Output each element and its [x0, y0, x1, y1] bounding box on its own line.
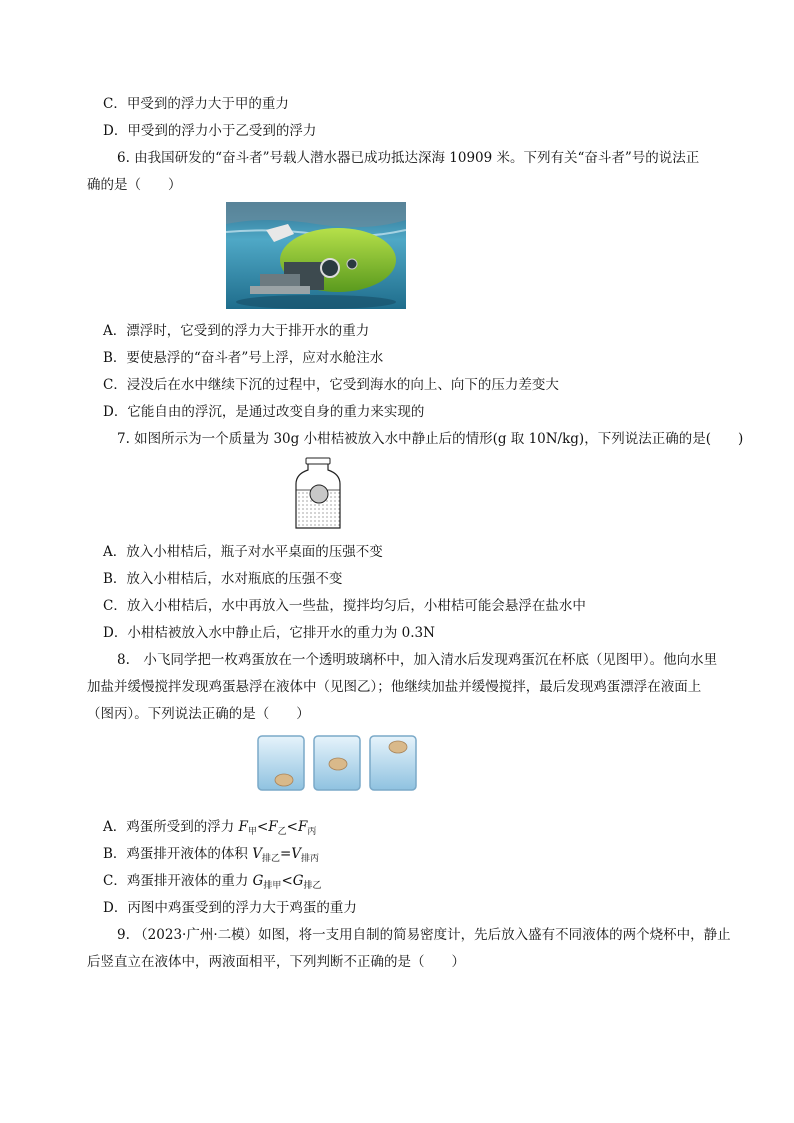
q6-option-a: A．漂浮时，它受到的浮力大于排开水的重力	[103, 323, 370, 339]
q6-option-b: B．要使悬浮的“奋斗者”号上浮，应对水舱注水	[103, 350, 384, 366]
submersible-photo	[226, 202, 406, 309]
q8-stem-line1: 8. 小飞同学把一枚鸡蛋放在一个透明玻璃杯中，加入清水后发现鸡蛋沉在杯底（见图甲）。他向水里	[117, 652, 718, 668]
bottle-with-tangerine-figure	[290, 456, 346, 532]
beaker-yi	[314, 736, 360, 790]
q7-option-a: A．放入小柑桔后，瓶子对水平桌面的压强不变	[103, 544, 383, 560]
q8-option-a: A．鸡蛋所受到的浮力 $F_甲<F_乙<F_丙$	[103, 819, 317, 837]
q7-option-c: C．放入小柑桔后，水中再放入一些盐，搅拌均匀后，小柑桔可能会悬浮在盐水中	[103, 598, 586, 614]
q5-option-c: C．甲受到的浮力大于甲的重力	[103, 96, 289, 112]
q8-option-b: B．鸡蛋排开液体的体积 $V_{排乙}=V_{排丙}$	[103, 846, 320, 864]
beaker-jia	[258, 736, 304, 790]
q7-option-b: B．放入小柑桔后，水对瓶底的压强不变	[103, 571, 343, 587]
q9-stem-line2: 后竖直立在液体中，两液面相平，下列判断不正确的是（ ）	[87, 954, 465, 970]
egg-beakers-figure	[254, 730, 420, 810]
q6-stem-line2: 确的是（ ）	[87, 177, 182, 193]
q8-stem-line2: 加盐并缓慢搅拌发现鸡蛋悬浮在液体中（见图乙）；他继续加盐并缓慢搅拌，最后发现鸡蛋漂浮在液面上	[87, 679, 702, 695]
q6-option-d: D．它能自由的浮沉，是通过改变自身的重力来实现的	[103, 404, 425, 420]
q6-option-c: C．浸没后在水中继续下沉的过程中，它受到海水的向上、向下的压力差变大	[103, 377, 559, 393]
q8-option-c: C．鸡蛋排开液体的重力 $G_{排甲}<G_{排乙}$	[103, 873, 322, 891]
q8-stem-line3: （图丙）。下列说法正确的是（ ）	[87, 706, 310, 722]
q7-stem: 7. 如图所示为一个质量为 30g 小柑桔被放入水中静止后的情形(g 取 10N/kg)，下列说法正确的是( )	[117, 431, 744, 447]
q5-option-d: D．甲受到的浮力小于乙受到的浮力	[103, 123, 317, 139]
beaker-bing	[370, 736, 416, 790]
q8-option-d: D．丙图中鸡蛋受到的浮力大于鸡蛋的重力	[103, 900, 357, 916]
q9-stem-line1: 9. （2023·广州·二模）如图，将一支用自制的简易密度计，先后放入盛有不同液体的两个烧杯中，静止	[117, 927, 731, 943]
q7-option-d: D．小柑桔被放入水中静止后，它排开水的重力为 0.3N	[103, 625, 435, 641]
q6-stem-line1: 6. 由我国研发的“奋斗者”号载人潜水器已成功抵达深海 10909 米。下列有关“奋斗者”号的说法正	[117, 150, 700, 166]
